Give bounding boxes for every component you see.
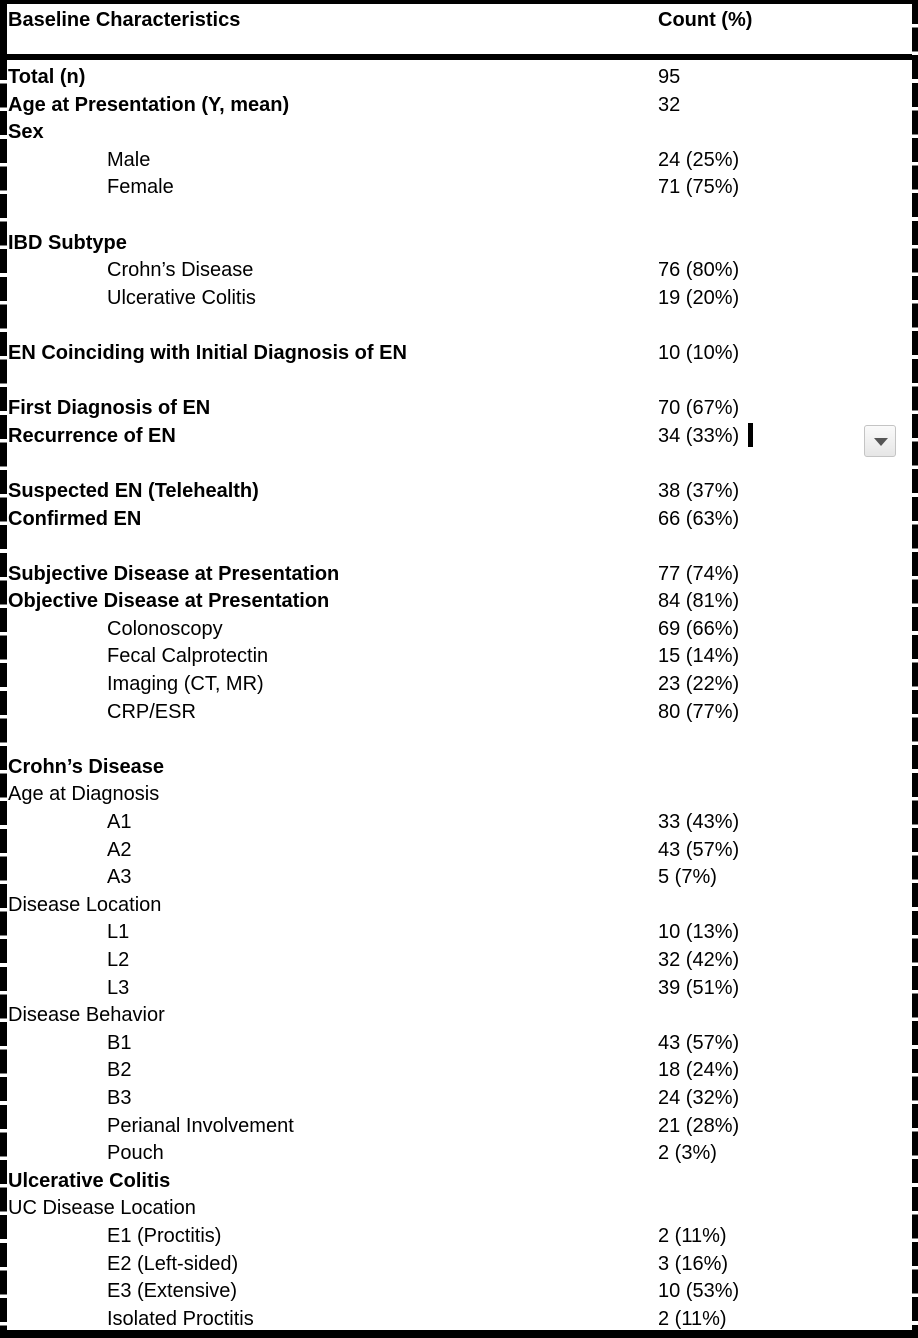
row-label: L1 [107,921,130,944]
row-count: 69 (66%) [658,617,740,640]
table-row [7,147,912,175]
table-row [7,919,912,947]
table-row [7,975,912,1003]
row-count: 33 (43%) [658,811,740,834]
table-row [7,947,912,975]
row-label: Crohn’s Disease [8,755,164,778]
table-row [7,119,912,147]
text-cursor [748,423,753,447]
row-label: Objective Disease at Presentation [8,590,330,613]
table-row [7,478,912,506]
spacer-row [7,312,912,340]
row-count: 10 (53%) [658,1280,740,1303]
row-label: Ulcerative Colitis [8,1169,171,1192]
table-row [7,1195,912,1223]
table-header [7,4,912,54]
table-row [7,1168,912,1196]
row-label: E2 (Left-sided) [107,1252,239,1275]
row-count: 32 [658,93,681,116]
row-count: 70 (67%) [658,397,740,420]
row-count: 24 (25%) [658,148,740,171]
spacer-row [7,533,912,561]
row-label: Fecal Calprotectin [107,645,269,668]
table-row [7,1278,912,1306]
table-row [7,1085,912,1113]
table-row [7,616,912,644]
table-row [7,506,912,534]
row-label: Colonoscopy [107,617,223,640]
row-label: Subjective Disease at Presentation [8,562,340,585]
row-label: B3 [107,1086,132,1109]
table-row [7,671,912,699]
row-label: Total (n) [8,66,86,88]
table-row [7,1223,912,1251]
row-label: L2 [107,949,130,971]
table-row [7,643,912,671]
row-count: 38 (37%) [658,479,740,502]
chevron-down-icon [874,438,888,446]
row-label: Disease Behavior [8,1004,165,1027]
row-count: 95 [658,66,681,88]
table-row [7,395,912,423]
row-count: 32 (42%) [658,949,740,971]
row-count: 5 (7%) [658,866,717,889]
row-count: 2 (11%) [658,1224,727,1247]
row-count: 24 (32%) [658,1086,740,1109]
table-row [7,588,912,616]
row-count: 10 (10%) [658,341,740,364]
table-row [7,174,912,202]
header-divider [7,54,912,60]
row-count: 19 (20%) [658,286,740,309]
table-row [7,64,912,92]
row-label: Age at Diagnosis [8,783,160,806]
table-row [7,423,912,451]
row-label: E1 (Proctitis) [107,1224,222,1247]
row-label: Suspected EN (Telehealth) [8,479,259,502]
row-count: 77 (74%) [658,562,740,585]
table-row [7,257,912,285]
table-row [7,1113,912,1141]
row-label: Sex [8,121,44,144]
row-count: 3 (16%) [658,1252,729,1275]
row-label: Imaging (CT, MR) [107,673,264,696]
dropdown-button[interactable] [864,425,896,457]
row-label: B1 [107,1031,132,1054]
table-row [7,1251,912,1279]
row-label: Perianal Involvement [107,1114,294,1137]
spacer-row [7,202,912,230]
row-count: 23 (22%) [658,673,740,696]
table-row [7,892,912,920]
spacer-row [7,726,912,754]
row-label: A2 [107,838,132,861]
table-row [7,1140,912,1168]
row-count: 2 (3%) [658,1142,717,1165]
row-label: CRP/ESR [107,700,196,723]
row-count: 34 (33%) [658,424,740,447]
table-row [7,1057,912,1085]
row-count: 39 (51%) [658,976,740,999]
row-label: Male [107,148,151,171]
table-body [7,64,912,1330]
row-label: Crohn’s Disease [107,259,254,282]
table-row [7,809,912,837]
row-count: 18 (24%) [658,1059,740,1082]
table-row [7,1030,912,1058]
table-row [7,1306,912,1330]
row-label: A3 [107,866,132,889]
row-count: 76 (80%) [658,259,740,282]
baseline-characteristics-table [7,4,912,1330]
table-row [7,699,912,727]
row-label: EN Coinciding with Initial Diagnosis of EN [8,341,407,364]
table-row [7,561,912,589]
row-label: IBD Subtype [8,231,127,254]
table-row [7,1002,912,1030]
row-label: Recurrence of EN [8,424,176,447]
row-label: A1 [107,811,132,834]
left-border [0,56,7,1332]
row-count: 2 (11%) [658,1307,727,1330]
row-label: UC Disease Location [8,1197,196,1220]
header-count-percent: Count (%) [658,9,753,31]
row-label: Disease Location [8,893,162,916]
row-label: Pouch [107,1142,164,1165]
table-row [7,230,912,258]
row-count: 71 (75%) [658,176,740,199]
row-label: E3 (Extensive) [107,1280,238,1303]
row-label: Isolated Proctitis [107,1307,254,1330]
row-label: Ulcerative Colitis [107,286,256,309]
row-count: 43 (57%) [658,1031,740,1054]
row-label: Confirmed EN [8,507,142,530]
row-count: 43 (57%) [658,838,740,861]
row-label: B2 [107,1059,132,1082]
row-label: First Diagnosis of EN [8,397,211,420]
table-row [7,864,912,892]
row-count: 21 (28%) [658,1114,740,1137]
row-count: 15 (14%) [658,645,740,668]
table-row [7,285,912,313]
right-border [912,0,918,1338]
table-row [7,837,912,865]
row-count: 10 (13%) [658,921,740,944]
row-count: 84 (81%) [658,590,740,613]
table-row [7,340,912,368]
row-count: 66 (63%) [658,507,740,530]
table-row [7,781,912,809]
row-label: Female [107,176,174,199]
header-baseline-characteristics: Baseline Characteristics [8,9,241,31]
table-row [7,92,912,120]
spacer-row [7,450,912,478]
row-label: L3 [107,976,130,999]
spacer-row [7,368,912,396]
row-count: 80 (77%) [658,700,740,723]
table-row [7,754,912,782]
row-label: Age at Presentation (Y, mean) [8,93,290,116]
